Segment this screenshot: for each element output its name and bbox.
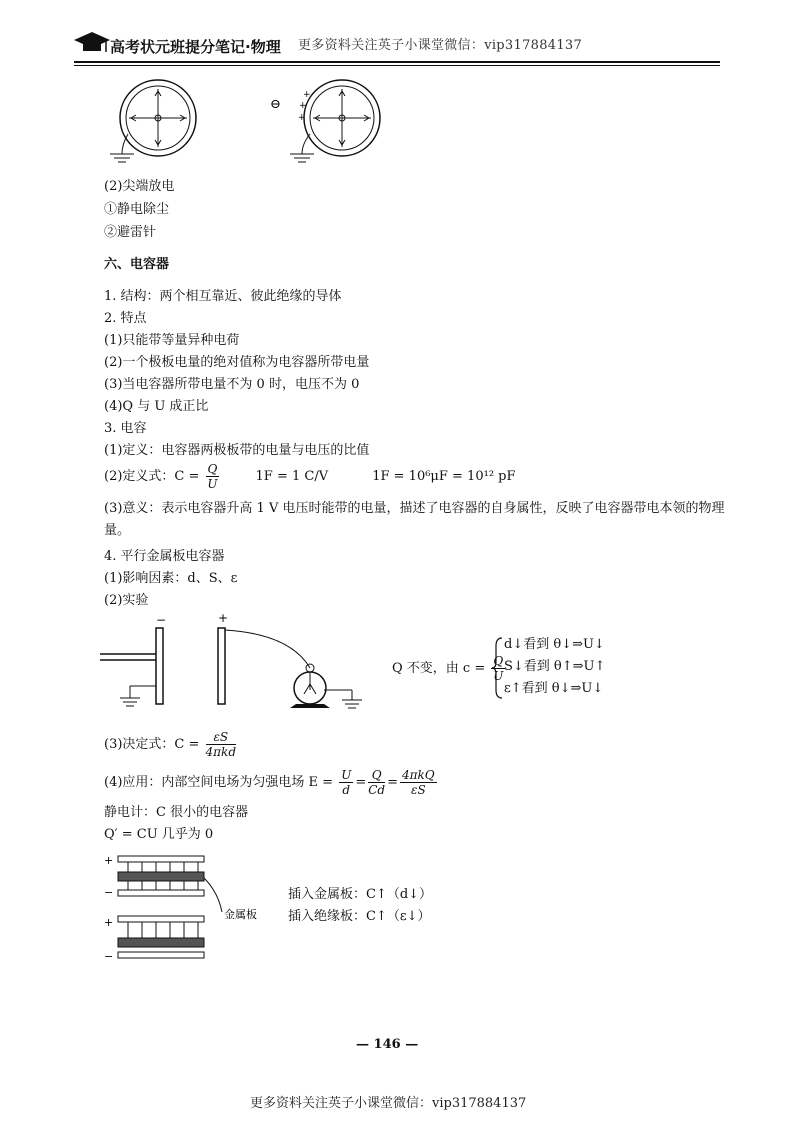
conductor-field-figure [100,72,420,172]
feature-1: (1)只能带等量异种电荷 [104,333,240,348]
electroscope-experiment-figure [100,612,380,712]
unit-farad: 1F = 1 C/V [255,469,329,484]
fraction-u-over-d: $\frac{U}{d}$ [341,768,352,797]
insert-dielectric-line: 插入绝缘板：C↑（ε↓） [288,909,431,924]
feature-4: (4)Q 与 U 成正比 [104,399,209,414]
header-rule-thin [74,65,720,66]
plate-insertion-figure [100,852,270,962]
lightning-rod-line: ②避雷针 [104,225,157,240]
left-plate-minus: − [156,613,167,627]
header-watermark: 更多资料关注英子小课堂微信：vip317884137 [298,38,583,53]
experiment-case-d: d↓看到 θ↓⇒U↓ [504,637,605,652]
metal-plate-label: 金属板 [224,908,257,921]
page-number: — 146 — [356,1037,419,1052]
right-plate-plus: + [218,612,229,625]
experiment-conclusion-prefix: Q 不变，由 c = $\frac{Q}{U}$ [392,654,504,683]
capacitance-definition: (1)定义：电容器两极板带的电量与电压的比值 [104,443,370,458]
determinant-formula-line: (3)决定式：C = $\frac{\varepsilon S}{\text{4πkd}}$ [104,730,237,759]
dust-removal-line: ①静电除尘 [104,202,170,217]
svg-text:+: + [298,113,306,123]
experiment-heading: (2)实验 [104,593,149,608]
bottom-minus-sign: − [104,950,114,962]
influencing-factors: (1)影响因素：d、S、ε [104,571,238,586]
insert-metal-line: 插入金属板：C↑（d↓） [288,887,433,902]
brace-icon [492,636,504,700]
left-conductor-diagram [110,80,196,162]
bottom-plus-sign: + [104,916,114,929]
feature-2: (2)一个极板电量的绝对值称为电容器所带电量 [104,355,370,370]
point-discharge-line: (2)尖端放电 [104,179,175,194]
experiment-case-epsilon: ε↑看到 θ↓⇒U↓ [504,681,604,696]
top-plus-sign: + [104,854,114,867]
svg-text:+: + [299,101,307,111]
fraction-q-over-cd: $\frac{Q}{Cd}$ [368,768,386,797]
electrometer-line: 静电计：C 很小的电容器 [104,805,249,820]
fraction-4pikq-over-eps-s: $\frac{\text{4πkQ}}{\varepsilon S}$ [402,768,435,797]
unit-conversion: 1F = 10⁶μF = 10¹² pF [372,469,516,484]
fraction-q-over-u: $\frac{Q}{U}$ [207,462,218,491]
definition-formula-line [104,462,516,491]
top-minus-sign: − [104,886,114,899]
definition-formula-prefix: (2)定义式：C = [104,469,200,484]
fraction-eps-s-over-4pikd: $\frac{\varepsilon S}{\text{4πkd}}$ [205,730,237,759]
minus-charge-label: ⊖ [270,97,281,112]
footer-watermark: 更多资料关注英子小课堂微信：vip317884137 [250,1096,527,1111]
header-rule [74,61,720,63]
graduation-cap-icon [72,30,112,56]
header-title: 高考状元班提分笔记·物理 [110,38,281,56]
experiment-fraction: $\frac{Q}{U}$ [493,654,504,683]
capacitance-meaning: (3)意义：表示电容器升高 1 V 电压时能带的电量，描述了电容器的自身属性，反映了电容器带电本领的物理量。 [104,501,725,538]
capacitance-heading: 3. 电容 [104,421,147,436]
right-conductor-diagram [270,80,380,162]
experiment-case-s: S↓看到 θ↑⇒U↑ [504,659,606,674]
feature-3: (3)当电容器所带电量不为 0 时，电压不为 0 [104,377,360,392]
parallel-plate-heading: 4. 平行金属板电容器 [104,549,225,564]
charge-line: Q′ = CU 几乎为 0 [104,827,214,842]
features-heading: 2. 特点 [104,311,147,326]
section-heading-capacitor: 六、电容器 [104,257,170,272]
application-formula-line: (4)应用：内部空间电场为匀强电场 E = $\frac{U}{d}$ = $\frac{Q}{Cd}$ = $\frac{\text{4πkQ}}{\varepsilon S}$ [104,768,435,797]
svg-text:+: + [303,90,311,100]
structure-line: 1. 结构：两个相互靠近、彼此绝缘的导体 [104,289,342,304]
